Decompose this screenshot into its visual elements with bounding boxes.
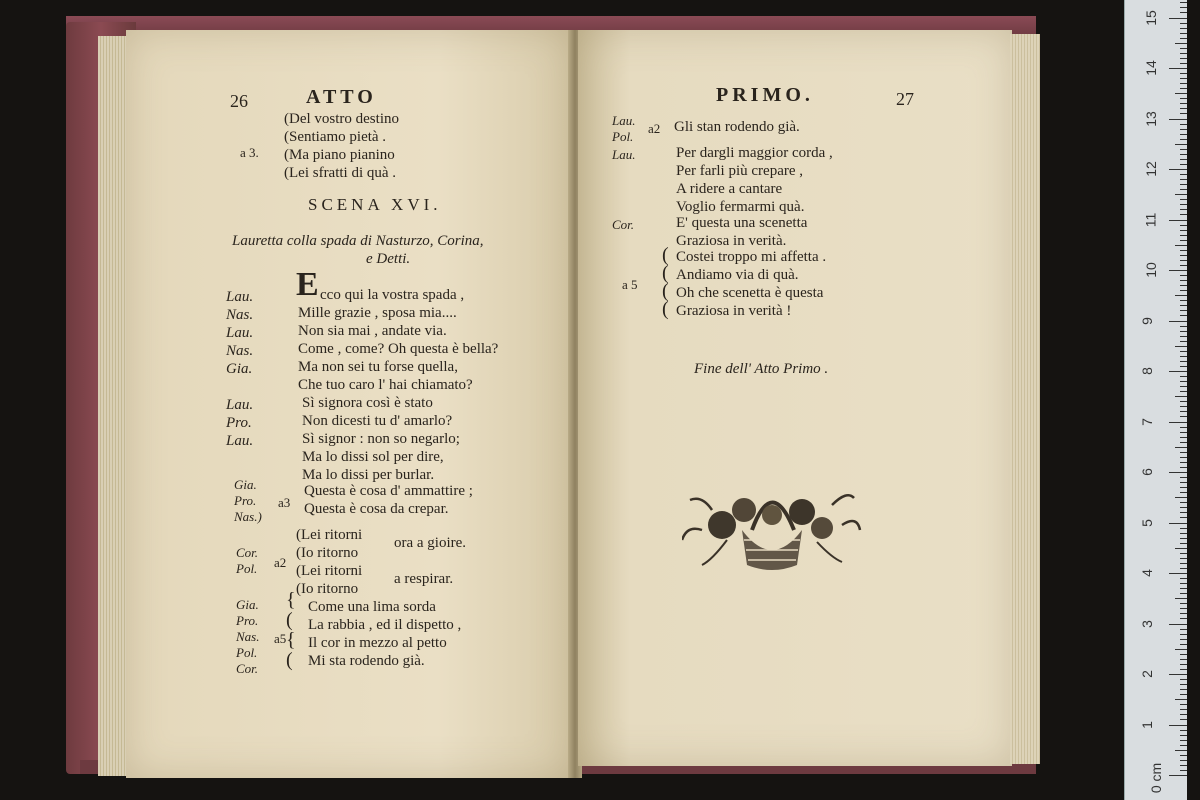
drop-cap: E bbox=[296, 266, 319, 303]
act-closing: Fine dell' Atto Primo . bbox=[694, 361, 829, 377]
speaker: Pol. bbox=[236, 645, 258, 660]
speaker: Lau. bbox=[226, 325, 254, 341]
ruler-tick bbox=[1180, 315, 1187, 316]
verse-line: Il cor in mezzo al petto bbox=[308, 635, 447, 651]
ruler-number: 11 bbox=[1142, 212, 1159, 227]
verse-line: Questa è cosa da crepar. bbox=[304, 501, 449, 517]
verse-line: Gli stan rodendo già. bbox=[674, 119, 800, 135]
ruler-tick bbox=[1180, 230, 1187, 231]
ruler-number: 12 bbox=[1142, 161, 1159, 177]
ruler-number: 6 bbox=[1138, 468, 1155, 476]
ruler-tick bbox=[1180, 730, 1187, 731]
ruler-tick bbox=[1180, 341, 1187, 342]
dialogue-line: Ma lo dissi sol per dire, bbox=[302, 449, 444, 465]
ruler-tick bbox=[1180, 124, 1187, 125]
dialogue-line: Come , come? Oh questa è bella? bbox=[298, 341, 499, 357]
ruler-tick bbox=[1169, 371, 1187, 372]
ruler-tick bbox=[1180, 745, 1187, 746]
ruler-tick bbox=[1175, 598, 1187, 599]
ruler-tick bbox=[1180, 179, 1187, 180]
ruler-tick bbox=[1175, 144, 1187, 145]
ruler-tick bbox=[1175, 43, 1187, 44]
speaker: Gia. bbox=[226, 361, 253, 377]
dialogue-line: Ma lo dissi per burlar. bbox=[302, 467, 435, 483]
ruler-number: 13 bbox=[1142, 110, 1159, 127]
ruler-tick bbox=[1175, 548, 1187, 549]
ruler-tick bbox=[1169, 321, 1187, 322]
ensemble-marker: a2 bbox=[648, 121, 661, 136]
ruler-tick bbox=[1180, 225, 1187, 226]
ruler-tick bbox=[1180, 442, 1187, 443]
speaker: Gia. bbox=[236, 597, 259, 612]
ruler-tick bbox=[1180, 98, 1187, 99]
ruler-tick bbox=[1180, 679, 1187, 680]
ruler-tick bbox=[1175, 649, 1187, 650]
ruler-tick bbox=[1169, 169, 1187, 170]
ruler-tick bbox=[1180, 103, 1187, 104]
ruler-tick bbox=[1180, 108, 1187, 109]
verse-line: ora a gioire. bbox=[394, 535, 467, 551]
ruler-tick bbox=[1180, 326, 1187, 327]
ruler-tick bbox=[1180, 164, 1187, 165]
dialogue-line: Per dargli maggior corda , bbox=[676, 145, 833, 161]
ruler-tick bbox=[1175, 396, 1187, 397]
ruler-tick bbox=[1180, 189, 1187, 190]
ruler-tick bbox=[1180, 2, 1187, 3]
running-head-left: ATTO bbox=[306, 86, 377, 108]
verse-line: (Del vostro destino bbox=[284, 111, 399, 127]
ruler-number: 2 bbox=[1138, 670, 1155, 678]
ruler-tick bbox=[1180, 684, 1187, 685]
ensemble-marker: a3 bbox=[278, 495, 291, 510]
ruler-number: 10 bbox=[1142, 262, 1159, 278]
ruler-tick bbox=[1180, 512, 1187, 513]
ruler-tick bbox=[1180, 639, 1187, 640]
ruler-tick bbox=[1180, 528, 1187, 529]
running-head-right: PRIMO. bbox=[716, 84, 814, 106]
left-page bbox=[126, 30, 572, 778]
ruler-tick bbox=[1180, 336, 1187, 337]
ruler-tick bbox=[1180, 553, 1187, 554]
ruler-tick bbox=[1180, 760, 1187, 761]
speaker: Cor. bbox=[236, 545, 259, 560]
ruler-tick bbox=[1169, 472, 1187, 473]
ruler-tick bbox=[1180, 63, 1187, 64]
ruler-tick bbox=[1180, 588, 1187, 589]
dialogue-line: Per farli più crepare , bbox=[676, 163, 804, 179]
ruler-tick bbox=[1180, 391, 1187, 392]
speaker: Pol. bbox=[236, 561, 258, 576]
ruler-tick bbox=[1180, 603, 1187, 604]
ruler-tick bbox=[1180, 356, 1187, 357]
ruler-tick bbox=[1175, 750, 1187, 751]
dialogue-line: Mille grazie , sposa mia.... bbox=[298, 305, 457, 321]
brace-icon: { ( { ( bbox=[286, 589, 296, 671]
ruler-tick bbox=[1180, 129, 1187, 130]
ruler-tick bbox=[1180, 38, 1187, 39]
ensemble-marker: a5 bbox=[274, 631, 287, 646]
ruler-tick bbox=[1180, 411, 1187, 412]
dialogue-line: Che tuo caro l' hai chiamato? bbox=[298, 377, 473, 393]
ruler-tick bbox=[1180, 12, 1187, 13]
verse-line: (Lei ritorni bbox=[296, 527, 363, 543]
ruler-tick bbox=[1180, 275, 1187, 276]
ruler-tick bbox=[1169, 270, 1187, 271]
ruler-tick bbox=[1180, 58, 1187, 59]
ruler-tick bbox=[1169, 220, 1187, 221]
ruler-tick bbox=[1180, 533, 1187, 534]
ruler-tick bbox=[1180, 477, 1187, 478]
verse-line: Andiamo via di quà. bbox=[676, 267, 799, 283]
ruler-tick bbox=[1180, 416, 1187, 417]
dialogue-line: Non sia mai , andate via. bbox=[298, 323, 447, 339]
ruler-tick bbox=[1180, 88, 1187, 89]
dialogue-line: Non dicesti tu d' amarlo? bbox=[302, 413, 453, 429]
brace-icon: ( ( ( ( bbox=[662, 244, 669, 320]
ruler-tick bbox=[1180, 305, 1187, 306]
ruler-tick bbox=[1180, 401, 1187, 402]
ruler-tick bbox=[1180, 608, 1187, 609]
ruler-tick bbox=[1180, 735, 1187, 736]
ruler-tick bbox=[1180, 457, 1187, 458]
ruler-tick bbox=[1180, 280, 1187, 281]
speaker: Lau. bbox=[226, 433, 254, 449]
dialogue-line: Voglio fermarmi quà. bbox=[676, 199, 805, 215]
ruler-tick bbox=[1169, 573, 1187, 574]
measurement-ruler bbox=[1124, 0, 1187, 800]
ruler-tick bbox=[1180, 618, 1187, 619]
ruler-number: 8 bbox=[1138, 367, 1155, 375]
dialogue-line: cco qui la vostra spada , bbox=[320, 287, 465, 303]
ruler-tick bbox=[1180, 578, 1187, 579]
ruler-tick bbox=[1180, 740, 1187, 741]
ruler-tick bbox=[1180, 381, 1187, 382]
ruler-number: 7 bbox=[1138, 417, 1155, 426]
ruler-tick bbox=[1180, 634, 1187, 635]
verse-line: Oh che scenetta è questa bbox=[676, 285, 824, 301]
ruler-tick bbox=[1180, 462, 1187, 463]
speaker: Pol. bbox=[612, 129, 634, 144]
verse-line: Come una lima sorda bbox=[308, 599, 436, 615]
verse-line: (Lei sfratti di quà . bbox=[284, 165, 397, 181]
ruler-unit-label: 0 cm bbox=[1148, 762, 1165, 794]
ruler-tick bbox=[1180, 689, 1187, 690]
verse-line: (Io ritorno bbox=[296, 545, 359, 561]
ruler-tick bbox=[1180, 492, 1187, 493]
speaker: Nas.) bbox=[234, 509, 262, 524]
ruler-tick bbox=[1180, 568, 1187, 569]
ruler-tick bbox=[1180, 502, 1187, 503]
ruler-tick bbox=[1180, 714, 1187, 715]
ruler-tick bbox=[1180, 664, 1187, 665]
ruler-tick bbox=[1169, 422, 1187, 423]
ensemble-marker: a 5 bbox=[622, 277, 638, 292]
speaker: Nas. bbox=[236, 629, 260, 644]
speaker: Pro. bbox=[226, 415, 252, 431]
ruler-tick bbox=[1180, 386, 1187, 387]
verse-line: a respirar. bbox=[394, 571, 454, 587]
ruler-tick bbox=[1180, 659, 1187, 660]
ruler-tick bbox=[1180, 159, 1187, 160]
ruler-tick bbox=[1180, 33, 1187, 34]
ruler-tick bbox=[1180, 765, 1187, 766]
dialogue-line: A ridere a cantare bbox=[676, 181, 783, 197]
ruler-tick bbox=[1175, 194, 1187, 195]
speaker: Pro. bbox=[234, 493, 257, 508]
ruler-tick bbox=[1180, 310, 1187, 311]
verse-line: (Sentiamo pietà . bbox=[284, 129, 387, 145]
ruler-tick bbox=[1175, 245, 1187, 246]
ruler-tick bbox=[1180, 654, 1187, 655]
ruler-tick bbox=[1180, 558, 1187, 559]
ruler-tick bbox=[1180, 694, 1187, 695]
ruler-tick bbox=[1180, 432, 1187, 433]
ruler-tick bbox=[1180, 629, 1187, 630]
ruler-tick bbox=[1180, 260, 1187, 261]
ruler-tick bbox=[1180, 235, 1187, 236]
ruler-tick bbox=[1180, 704, 1187, 705]
dialogue-line: Sì signor : non so negarlo; bbox=[302, 431, 460, 447]
ruler-tick bbox=[1180, 487, 1187, 488]
ruler-tick bbox=[1180, 73, 1187, 74]
page-number-left: 26 bbox=[230, 91, 248, 111]
speaker: Nas. bbox=[226, 307, 254, 323]
verse-line: (Ma piano pianino bbox=[284, 147, 395, 163]
speaker: Nas. bbox=[226, 343, 254, 359]
dialogue-line: E' questa una scenetta bbox=[676, 215, 808, 231]
ruler-number: 5 bbox=[1138, 518, 1155, 527]
ruler-tick bbox=[1180, 78, 1187, 79]
ruler-tick bbox=[1180, 517, 1187, 518]
ruler-tick bbox=[1180, 709, 1187, 710]
ruler-tick bbox=[1180, 593, 1187, 594]
speaker: Lau. bbox=[612, 147, 636, 162]
speaker: Cor. bbox=[612, 217, 635, 232]
verse-line: Costei troppo mi affetta . bbox=[676, 249, 827, 265]
ruler-tick bbox=[1180, 184, 1187, 185]
ruler-tick bbox=[1180, 755, 1187, 756]
verse-line: Mi sta rodendo già. bbox=[308, 653, 425, 669]
ruler-tick bbox=[1180, 23, 1187, 24]
ruler-tick bbox=[1180, 139, 1187, 140]
ruler-tick bbox=[1180, 290, 1187, 291]
ruler-tick bbox=[1175, 346, 1187, 347]
flower-basket-ornament bbox=[682, 470, 862, 580]
ruler-tick bbox=[1180, 149, 1187, 150]
ruler-tick bbox=[1180, 83, 1187, 84]
ruler-number: 4 bbox=[1138, 569, 1155, 577]
ruler-tick bbox=[1169, 674, 1187, 675]
ruler-tick bbox=[1180, 376, 1187, 377]
ruler-number: 3 bbox=[1138, 619, 1155, 628]
ruler-number: 14 bbox=[1142, 60, 1159, 76]
ruler-tick bbox=[1180, 53, 1187, 54]
ruler-tick bbox=[1180, 351, 1187, 352]
speaker: Pro. bbox=[236, 613, 259, 628]
ruler-number: 9 bbox=[1138, 316, 1155, 325]
ruler-tick bbox=[1180, 154, 1187, 155]
ruler-tick bbox=[1180, 563, 1187, 564]
speaker: Lau. bbox=[612, 113, 636, 128]
verse-line: Graziosa in verità ! bbox=[676, 303, 792, 319]
stage-direction: e Detti. bbox=[366, 251, 411, 267]
page-edges-right bbox=[1010, 34, 1040, 764]
ruler-tick bbox=[1169, 523, 1187, 524]
ruler-tick bbox=[1180, 719, 1187, 720]
ruler-tick bbox=[1180, 482, 1187, 483]
ruler-tick bbox=[1180, 543, 1187, 544]
ruler-tick bbox=[1175, 295, 1187, 296]
ruler-tick bbox=[1180, 452, 1187, 453]
ruler-tick bbox=[1180, 583, 1187, 584]
stage-direction: Lauretta colla spada di Nasturzo, Corina, bbox=[232, 233, 484, 249]
ruler-tick bbox=[1180, 199, 1187, 200]
right-page bbox=[578, 30, 1012, 766]
ruler-tick bbox=[1180, 113, 1187, 114]
ruler-tick bbox=[1169, 119, 1187, 120]
page-number-right: 27 bbox=[896, 89, 914, 109]
ruler-tick bbox=[1169, 18, 1187, 19]
ruler-tick bbox=[1169, 775, 1187, 776]
verse-line: La rabbia , ed il dispetto , bbox=[308, 617, 462, 633]
ruler-tick bbox=[1180, 285, 1187, 286]
ensemble-marker: a2 bbox=[274, 555, 287, 570]
dialogue-line: Sì signora così è stato bbox=[302, 395, 433, 411]
ruler-number: 1 bbox=[1138, 720, 1155, 729]
verse-line: (Lei ritorni bbox=[296, 563, 363, 579]
page-edges-left bbox=[98, 36, 128, 776]
ruler-tick bbox=[1175, 93, 1187, 94]
ruler-tick bbox=[1180, 250, 1187, 251]
speaker: Gia. bbox=[234, 477, 257, 492]
ruler-tick bbox=[1180, 613, 1187, 614]
ruler-tick bbox=[1180, 209, 1187, 210]
ruler-tick bbox=[1169, 68, 1187, 69]
ruler-tick bbox=[1180, 48, 1187, 49]
ruler-tick bbox=[1180, 669, 1187, 670]
ruler-tick bbox=[1180, 204, 1187, 205]
ruler-tick bbox=[1180, 134, 1187, 135]
ruler-tick bbox=[1175, 447, 1187, 448]
dialogue-line: Ma non sei tu forse quella, bbox=[298, 359, 458, 375]
ruler-tick bbox=[1180, 331, 1187, 332]
ruler-tick bbox=[1180, 265, 1187, 266]
ruler-tick bbox=[1180, 7, 1187, 8]
ruler-tick bbox=[1180, 255, 1187, 256]
ruler-tick bbox=[1175, 699, 1187, 700]
dialogue-line: Graziosa in verità. bbox=[676, 233, 787, 249]
ruler-tick bbox=[1180, 644, 1187, 645]
ruler-tick bbox=[1169, 725, 1187, 726]
verse-line: (Io ritorno bbox=[296, 581, 359, 597]
ruler-tick bbox=[1180, 437, 1187, 438]
ruler-tick bbox=[1180, 507, 1187, 508]
ruler-tick bbox=[1180, 28, 1187, 29]
scene-title: SCENA XVI. bbox=[308, 195, 442, 214]
ruler-number: 15 bbox=[1142, 9, 1159, 26]
speaker: Lau. bbox=[226, 289, 254, 305]
speaker: Lau. bbox=[226, 397, 254, 413]
ruler-tick bbox=[1180, 467, 1187, 468]
ruler-tick bbox=[1180, 770, 1187, 771]
ruler-tick bbox=[1180, 366, 1187, 367]
ruler-tick bbox=[1180, 300, 1187, 301]
ruler-tick bbox=[1169, 624, 1187, 625]
ruler-tick bbox=[1175, 497, 1187, 498]
ruler-tick bbox=[1180, 427, 1187, 428]
ruler-tick bbox=[1180, 214, 1187, 215]
ruler-tick bbox=[1180, 406, 1187, 407]
speaker: Cor. bbox=[236, 661, 259, 676]
ruler-tick bbox=[1180, 361, 1187, 362]
ruler-tick bbox=[1180, 538, 1187, 539]
verse-line: Questa è cosa d' ammattire ; bbox=[304, 483, 473, 499]
ruler-tick bbox=[1180, 174, 1187, 175]
ensemble-marker: a 3. bbox=[240, 145, 259, 160]
ruler-tick bbox=[1180, 240, 1187, 241]
